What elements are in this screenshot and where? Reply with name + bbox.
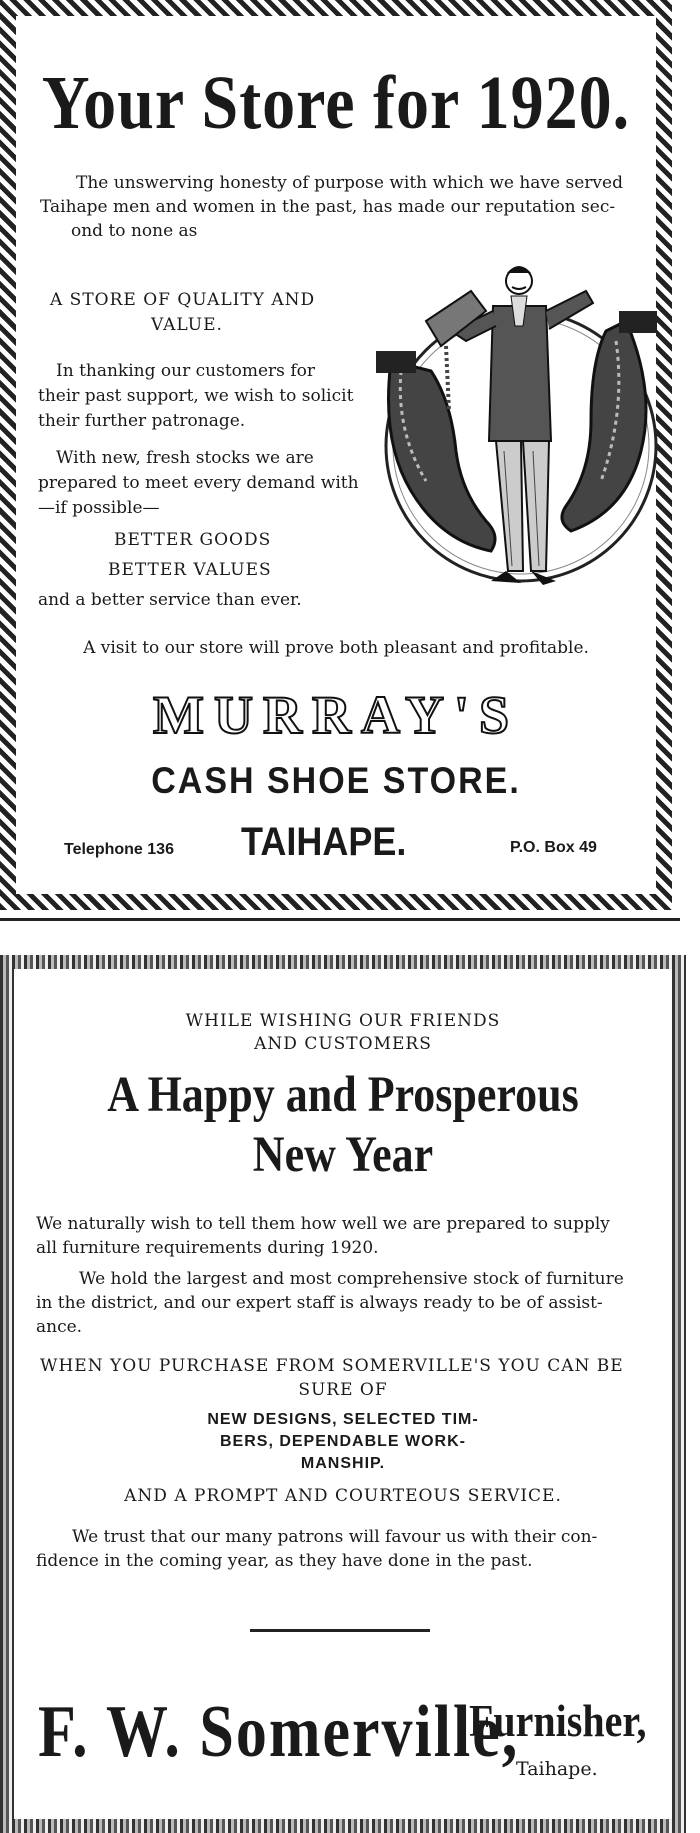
somerville-advertisement xyxy=(0,955,686,1833)
wish-line-2: AND CUSTOMERS xyxy=(254,1034,432,1054)
thanks-line-1: In thanking our customers for xyxy=(56,361,315,381)
divider-rule xyxy=(0,918,680,921)
designs-line-1: NEW DESIGNS, SELECTED TIM- xyxy=(207,1411,479,1428)
intro-line-3: ond to none as xyxy=(71,221,198,241)
stocks-line-2: prepared to meet every demand with xyxy=(38,473,359,493)
stocks-line-3: —if possible— xyxy=(38,498,160,518)
trust-line-2: fidence in the coming year, as they have done in the past. xyxy=(36,1551,533,1571)
greeting-line-1: A Happy and Prosperous xyxy=(107,1066,579,1123)
better-values: BETTER VALUES xyxy=(108,560,272,580)
thanks-line-2: their past support, we wish to solicit xyxy=(38,386,354,406)
better-goods: BETTER GOODS xyxy=(114,530,272,550)
stock-line-2: in the district, and our expert staff is always ready to be of assist- xyxy=(36,1293,603,1313)
murrays-advertisement xyxy=(0,0,672,910)
visit-line: A visit to our store will prove both pleasant and profitable. xyxy=(83,638,589,658)
intro-line-2: Taihape men and women in the past, has made our reputation sec- xyxy=(40,197,616,217)
trust-line-1: We trust that our many patrons will favour us with their con- xyxy=(72,1527,598,1547)
po-box: P.O. Box 49 xyxy=(510,839,597,856)
intro-line-1: The unswerving honesty of purpose with which we have served xyxy=(76,173,623,193)
prompt-service: AND A PROMPT AND COURTEOUS SERVICE. xyxy=(124,1486,562,1506)
shoe-salesman-illustration xyxy=(371,251,671,621)
wish-line-1: WHILE WISHING OUR FRIENDS xyxy=(185,1011,501,1031)
stocks-line-1: With new, fresh stocks we are xyxy=(56,448,314,468)
supply-line-1: We naturally wish to tell them how well we are prepared to supply xyxy=(36,1214,610,1234)
telephone: Telephone 136 xyxy=(64,841,174,858)
somerville-ad-body xyxy=(14,969,672,1819)
quality-line-2: VALUE. xyxy=(151,315,223,335)
signature-rule xyxy=(250,1629,430,1632)
better-service: and a better service than ever. xyxy=(38,590,302,610)
somerville-town: Taihape. xyxy=(516,1758,598,1780)
store-type: CASH SHOE STORE. xyxy=(151,760,521,802)
murrays-ad-body xyxy=(16,16,656,894)
stock-line-3: ance. xyxy=(36,1317,83,1337)
signature: F. W. Somerville, xyxy=(38,1691,520,1773)
headline: Your Store for 1920. xyxy=(41,61,631,146)
designs-line-2: BERS, DEPENDABLE WORK- xyxy=(219,1433,466,1450)
town: TAIHAPE. xyxy=(241,818,407,864)
furnisher-title: Furnisher, xyxy=(469,1694,647,1747)
designs-line-3: MANSHIP. xyxy=(300,1455,386,1472)
purchase-line-2: SURE OF xyxy=(298,1380,388,1400)
supply-line-2: all furniture requirements during 1920. xyxy=(36,1238,379,1258)
purchase-line-1: WHEN YOU PURCHASE FROM SOMERVILLE'S YOU CAN BE xyxy=(40,1356,624,1376)
stock-line-1: We hold the largest and most comprehensive stock of furniture xyxy=(79,1269,624,1289)
quality-line-1: A STORE OF QUALITY AND xyxy=(50,290,316,310)
illustration-svg xyxy=(371,251,671,621)
store-name: MURRAY'S xyxy=(152,685,520,745)
thanks-line-3: their further patronage. xyxy=(38,411,246,431)
greeting-line-2: New Year xyxy=(252,1126,434,1183)
